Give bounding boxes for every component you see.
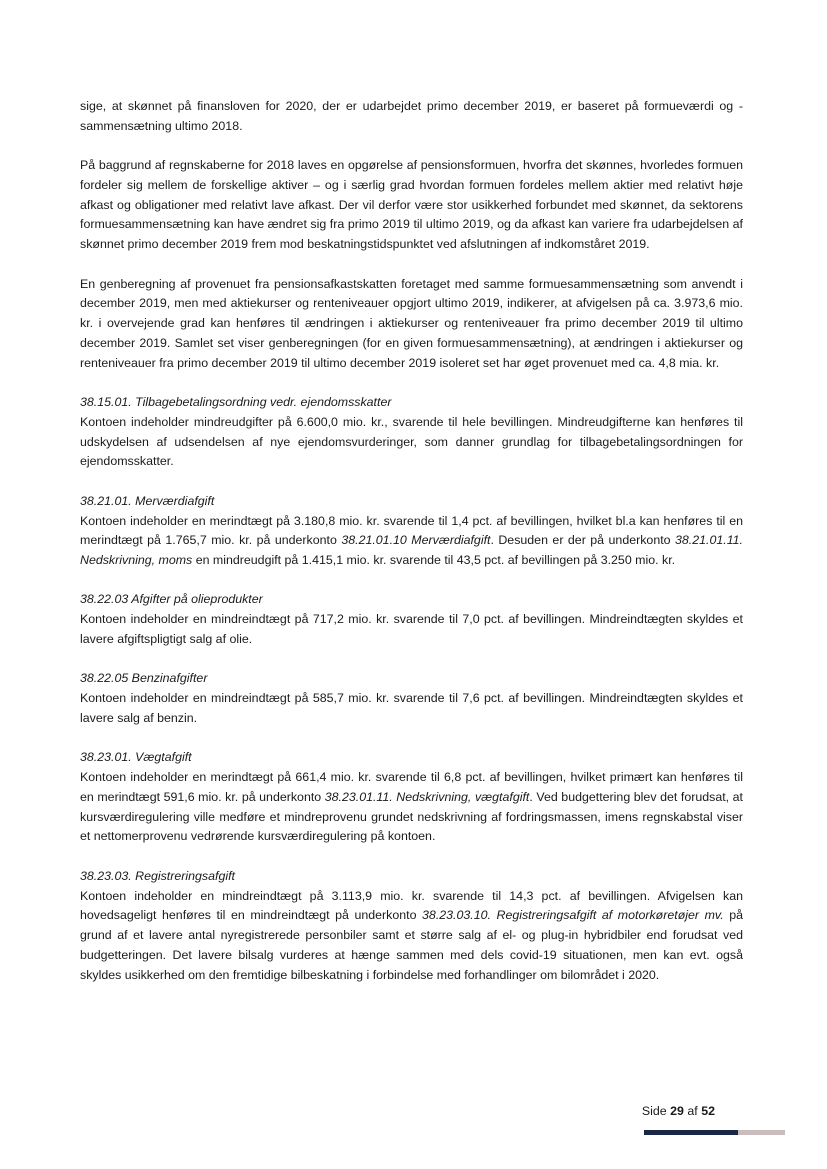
body-text: på grund af et lavere antal nyregistrerede personbiler samt et større salg af el- og plug-in hybridbiler end forudsat ved budgetteringen. Det lavere bilsalg vurderes at hænge sammen med dels covid-19 situationen, men kan evt. også skyldes usikkerhed om den fremtidige bilbeskatning i forbindelse med forhandlinger om bilområdet i 2020. xyxy=(80,908,744,982)
paragraph xyxy=(80,669,743,728)
paragraph xyxy=(80,492,743,571)
paragraph xyxy=(80,393,743,472)
section-heading: 38.23.03. Registreringsafgift xyxy=(80,868,235,883)
paragraph xyxy=(80,275,743,374)
body-text: Kontoen indeholder mindreudgifter på 6.600,0 mio. kr., svarende til hele bevillingen. Mindreudgifterne kan henføres til udskydelsen af udsendelsen af nye ejendomsvurderinger, som danner grundlag for tilbagebetalingsordningen for ejendomsskatter. xyxy=(80,414,743,469)
body-text: Kontoen indeholder en mindreindtægt på 3.113,9 mio. kr. svarende til 14,3 pct. af bevillingen. Afvigelsen kan hovedsageligt henføres til en mindreindtægt på underkonto xyxy=(80,888,743,923)
body-text: sige, at skønnet på finansloven for 2020, der er udarbejdet primo december 2019, er baseret på formueværdi og -sammensætning ultimo 2018. xyxy=(80,99,743,133)
account-reference: 38.21.01.10 Merværdiafgift xyxy=(341,533,491,548)
section-heading: 38.22.03 Afgifter på olieprodukter xyxy=(80,592,263,607)
footer-bar-dark-2 xyxy=(691,1130,738,1135)
paragraph xyxy=(80,867,743,986)
paragraph xyxy=(80,590,743,649)
page-total: 52 xyxy=(701,1104,715,1118)
paragraph xyxy=(80,748,743,847)
body-text: Kontoen indeholder en merindtægt på 3.180,8 mio. kr. svarende til 1,4 pct. af bevillingen, hvilket bl.a kan henføres til en merindtægt på 1.765,7 mio. kr. på underkonto xyxy=(80,513,743,548)
section-heading: 38.23.01. Vægtafgift xyxy=(80,750,192,765)
page-number xyxy=(642,1104,715,1118)
body-text: . Ved budgettering blev det forudsat, at kursværdiregulering ville medføre et mindreprovenu grundet nedskrivning af fordringsmassen, imens regnskabstal viser et nettomerprovenu vedrørende kursværdiregulering på kontoen. xyxy=(80,789,744,844)
body-text: På baggrund af regnskaberne for 2018 laves en opgørelse af pensionsformuen, hvorfra det skønnes, hvorledes formuen fordeler sig mellem de forskellige aktiver – og i særlig grad hvordan formuen fordeles mellem aktier med relativt høje afkast og obligationer med relativt lave afkast. Der vil derfor være stor usikkerhed forbundet med skønnet, da sektorens formuesammensætning kan have ændret sig fra primo 2019 til ultimo 2019, og da afkast kan variere fra udarbejdelsen af skønnet primo december 2019 frem mod beskatningstidspunktet ved afslutningen af indkomståret 2019. xyxy=(80,158,743,252)
body-text: Kontoen indeholder en mindreindtægt på 585,7 mio. kr. svarende til 7,6 pct. af bevillingen. Mindreindtægten skyldes et lavere salg af benzin. xyxy=(80,691,743,725)
body-text: Kontoen indeholder en merindtægt på 661,4 mio. kr. svarende til 6,8 pct. af bevillingen, hvilket primært kan henføres til en merindtægt 591,6 mio. kr. på underkonto xyxy=(80,770,743,804)
account-reference: 38.23.03.10. Registreringsafgift af motorkøretøjer mv. xyxy=(422,908,724,923)
account-reference: 38.21.01.11. Nedskrivning, moms xyxy=(80,533,743,568)
body-text: Kontoen indeholder en mindreindtægt på 717,2 mio. kr. svarende til 7,0 pct. af bevillingen. Mindreindtægten skyldes et lavere afgiftspligtigt salg af olie. xyxy=(80,612,743,647)
page-of: af xyxy=(687,1104,698,1118)
footer-bar-light xyxy=(738,1130,785,1135)
section-heading: 38.21.01. Merværdiafgift xyxy=(80,493,215,508)
page-label: Side xyxy=(641,1104,667,1118)
document-body xyxy=(80,97,743,985)
section-heading: 38.15.01. Tilbagebetalingsordning vedr. ejendomsskatter xyxy=(80,395,392,410)
account-reference: 38.23.01.11. Nedskrivning, vægtafgift xyxy=(324,789,530,804)
body-text: . Desuden er der på underkonto xyxy=(490,533,676,548)
section-heading: 38.22.05 Benzinafgifter xyxy=(80,671,208,686)
paragraph xyxy=(80,156,743,255)
page-current: 29 xyxy=(670,1104,684,1118)
body-text: En genberegning af provenuet fra pensionsafkastskatten foretaget med samme formuesammensætning som anvendt i december 2019, men med aktiekurser og renteniveauer opgjort ultimo 2019, indikerer, at afvigelsen på ca. 3.973,6 mio. kr. i overvejende grad kan henføres til ændringen i aktiekurser og renteniveauer fra primo december 2019 til ultimo december 2019. Samlet set viser genberegningen (for en given formuesammensætning), at ændringen i aktiekurser og renteniveauer fra primo december 2019 til ultimo december 2019 isoleret set har øget provenuet med ca. 4,8 mia. kr. xyxy=(80,276,743,370)
footer-bar-dark-1 xyxy=(644,1130,691,1135)
paragraph xyxy=(80,97,743,137)
body-text: en mindreudgift på 1.415,1 mio. kr. svarende til 43,5 pct. af bevillingen på 3.250 mio. kr. xyxy=(192,553,676,568)
